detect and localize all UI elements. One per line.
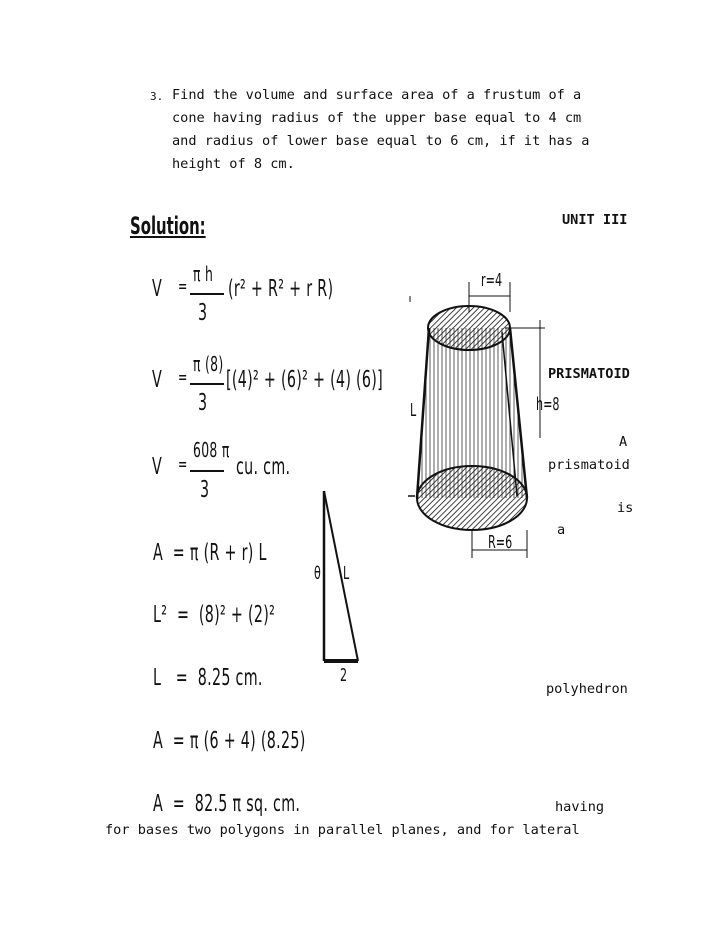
lower-radius-label: R=6 [488, 532, 513, 553]
area-result: A = 82.5 π sq. cm. [153, 791, 301, 817]
problem-line-2: cone having radius of the upper base equal to 4 cm [172, 110, 582, 126]
v3-rest: cu. cm. [236, 454, 291, 480]
v2-lhs: V [152, 367, 163, 393]
height-label: h=8 [536, 394, 560, 415]
problem-line-3: and radius of lower base equal to 6 cm, if it has a [172, 133, 590, 149]
unit-label: UNIT III [562, 212, 628, 228]
v1-frac-line [190, 293, 224, 295]
problem-line-4: height of 8 cm. [172, 156, 295, 172]
frustum-slant-label: L [410, 400, 417, 421]
v1-den: 3 [198, 300, 208, 326]
sidebar-word-prismatoid: prismatoid [548, 457, 630, 473]
prismatoid-heading: PRISMATOID [548, 366, 630, 382]
sidebar-word-a2: a [557, 522, 566, 538]
upper-radius-label: r=4 [481, 270, 503, 291]
v3-frac-line [190, 470, 224, 472]
frustum-figure [405, 268, 555, 558]
triangle-base-label: 2 [340, 665, 348, 686]
v2-eq: = [178, 367, 188, 388]
bottom-text-line: for bases two polygons in parallel planes, and for lateral [105, 822, 580, 838]
v2-num: π (8) [193, 352, 224, 376]
v3-den: 3 [200, 477, 210, 503]
v1-num: π h [193, 262, 214, 286]
sidebar-word-is: is [617, 500, 634, 516]
triangle-theta: θ [314, 563, 321, 584]
problem-line-1: Find the volume and surface area of a frustum of a [172, 87, 582, 103]
slant-squared: L² = (8)² + (2)² [153, 602, 276, 628]
v3-num: 608 π [193, 438, 230, 462]
problem-number: 3. [150, 90, 164, 103]
triangle-slant-label: L [343, 563, 350, 584]
v2-den: 3 [198, 390, 208, 416]
v2-rest: [(4)² + (6)² + (4) (6)] [226, 367, 384, 393]
v1-lhs: V [152, 276, 163, 302]
solution-heading: Solution: [130, 212, 206, 240]
v1-eq: = [178, 276, 188, 297]
slant-value: L = 8.25 cm. [153, 665, 263, 691]
slant-triangle [300, 485, 380, 685]
v2-frac-line [190, 383, 224, 385]
v1-rest: (r² + R² + r R) [228, 276, 334, 302]
sidebar-word-polyhedron: polyhedron [546, 681, 628, 697]
sidebar-word-having: having [555, 799, 605, 815]
area-formula: A = π (R + r) L [153, 540, 267, 566]
sidebar-word-a: A [619, 434, 628, 450]
v3-lhs: V [152, 454, 163, 480]
area-substitution: A = π (6 + 4) (8.25) [153, 728, 306, 754]
v3-eq: = [178, 454, 188, 475]
